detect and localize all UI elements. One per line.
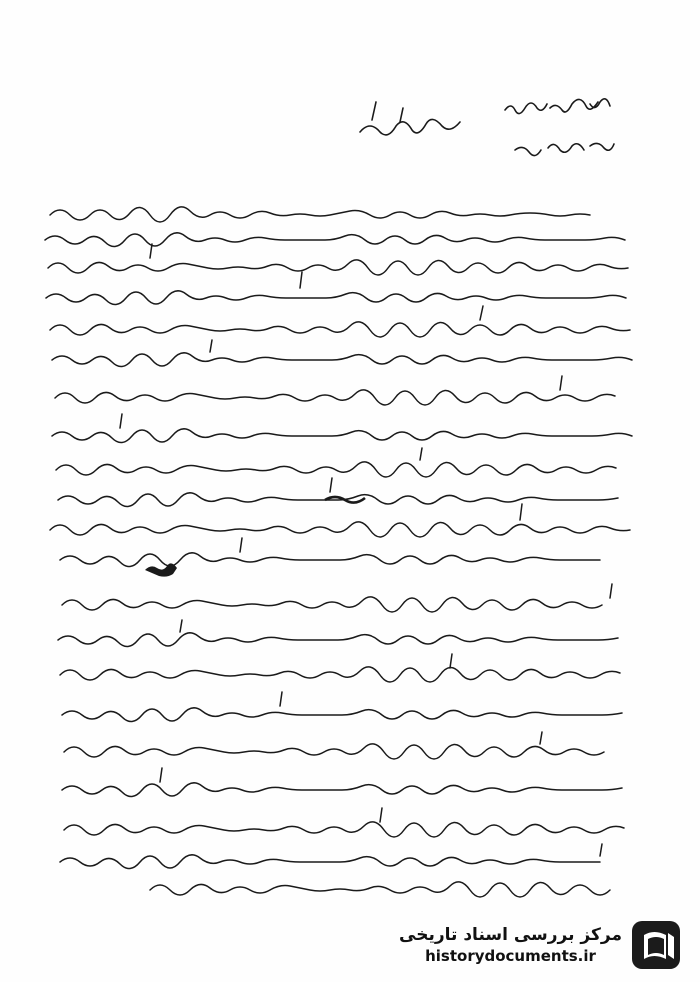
watermark	[399, 912, 682, 978]
document-logo-icon	[630, 917, 682, 973]
watermark-title: مرکز بررسی اسناد تاریخی	[399, 925, 622, 945]
watermark-text	[399, 925, 622, 965]
watermark-url: historydocuments.ir	[425, 947, 596, 965]
